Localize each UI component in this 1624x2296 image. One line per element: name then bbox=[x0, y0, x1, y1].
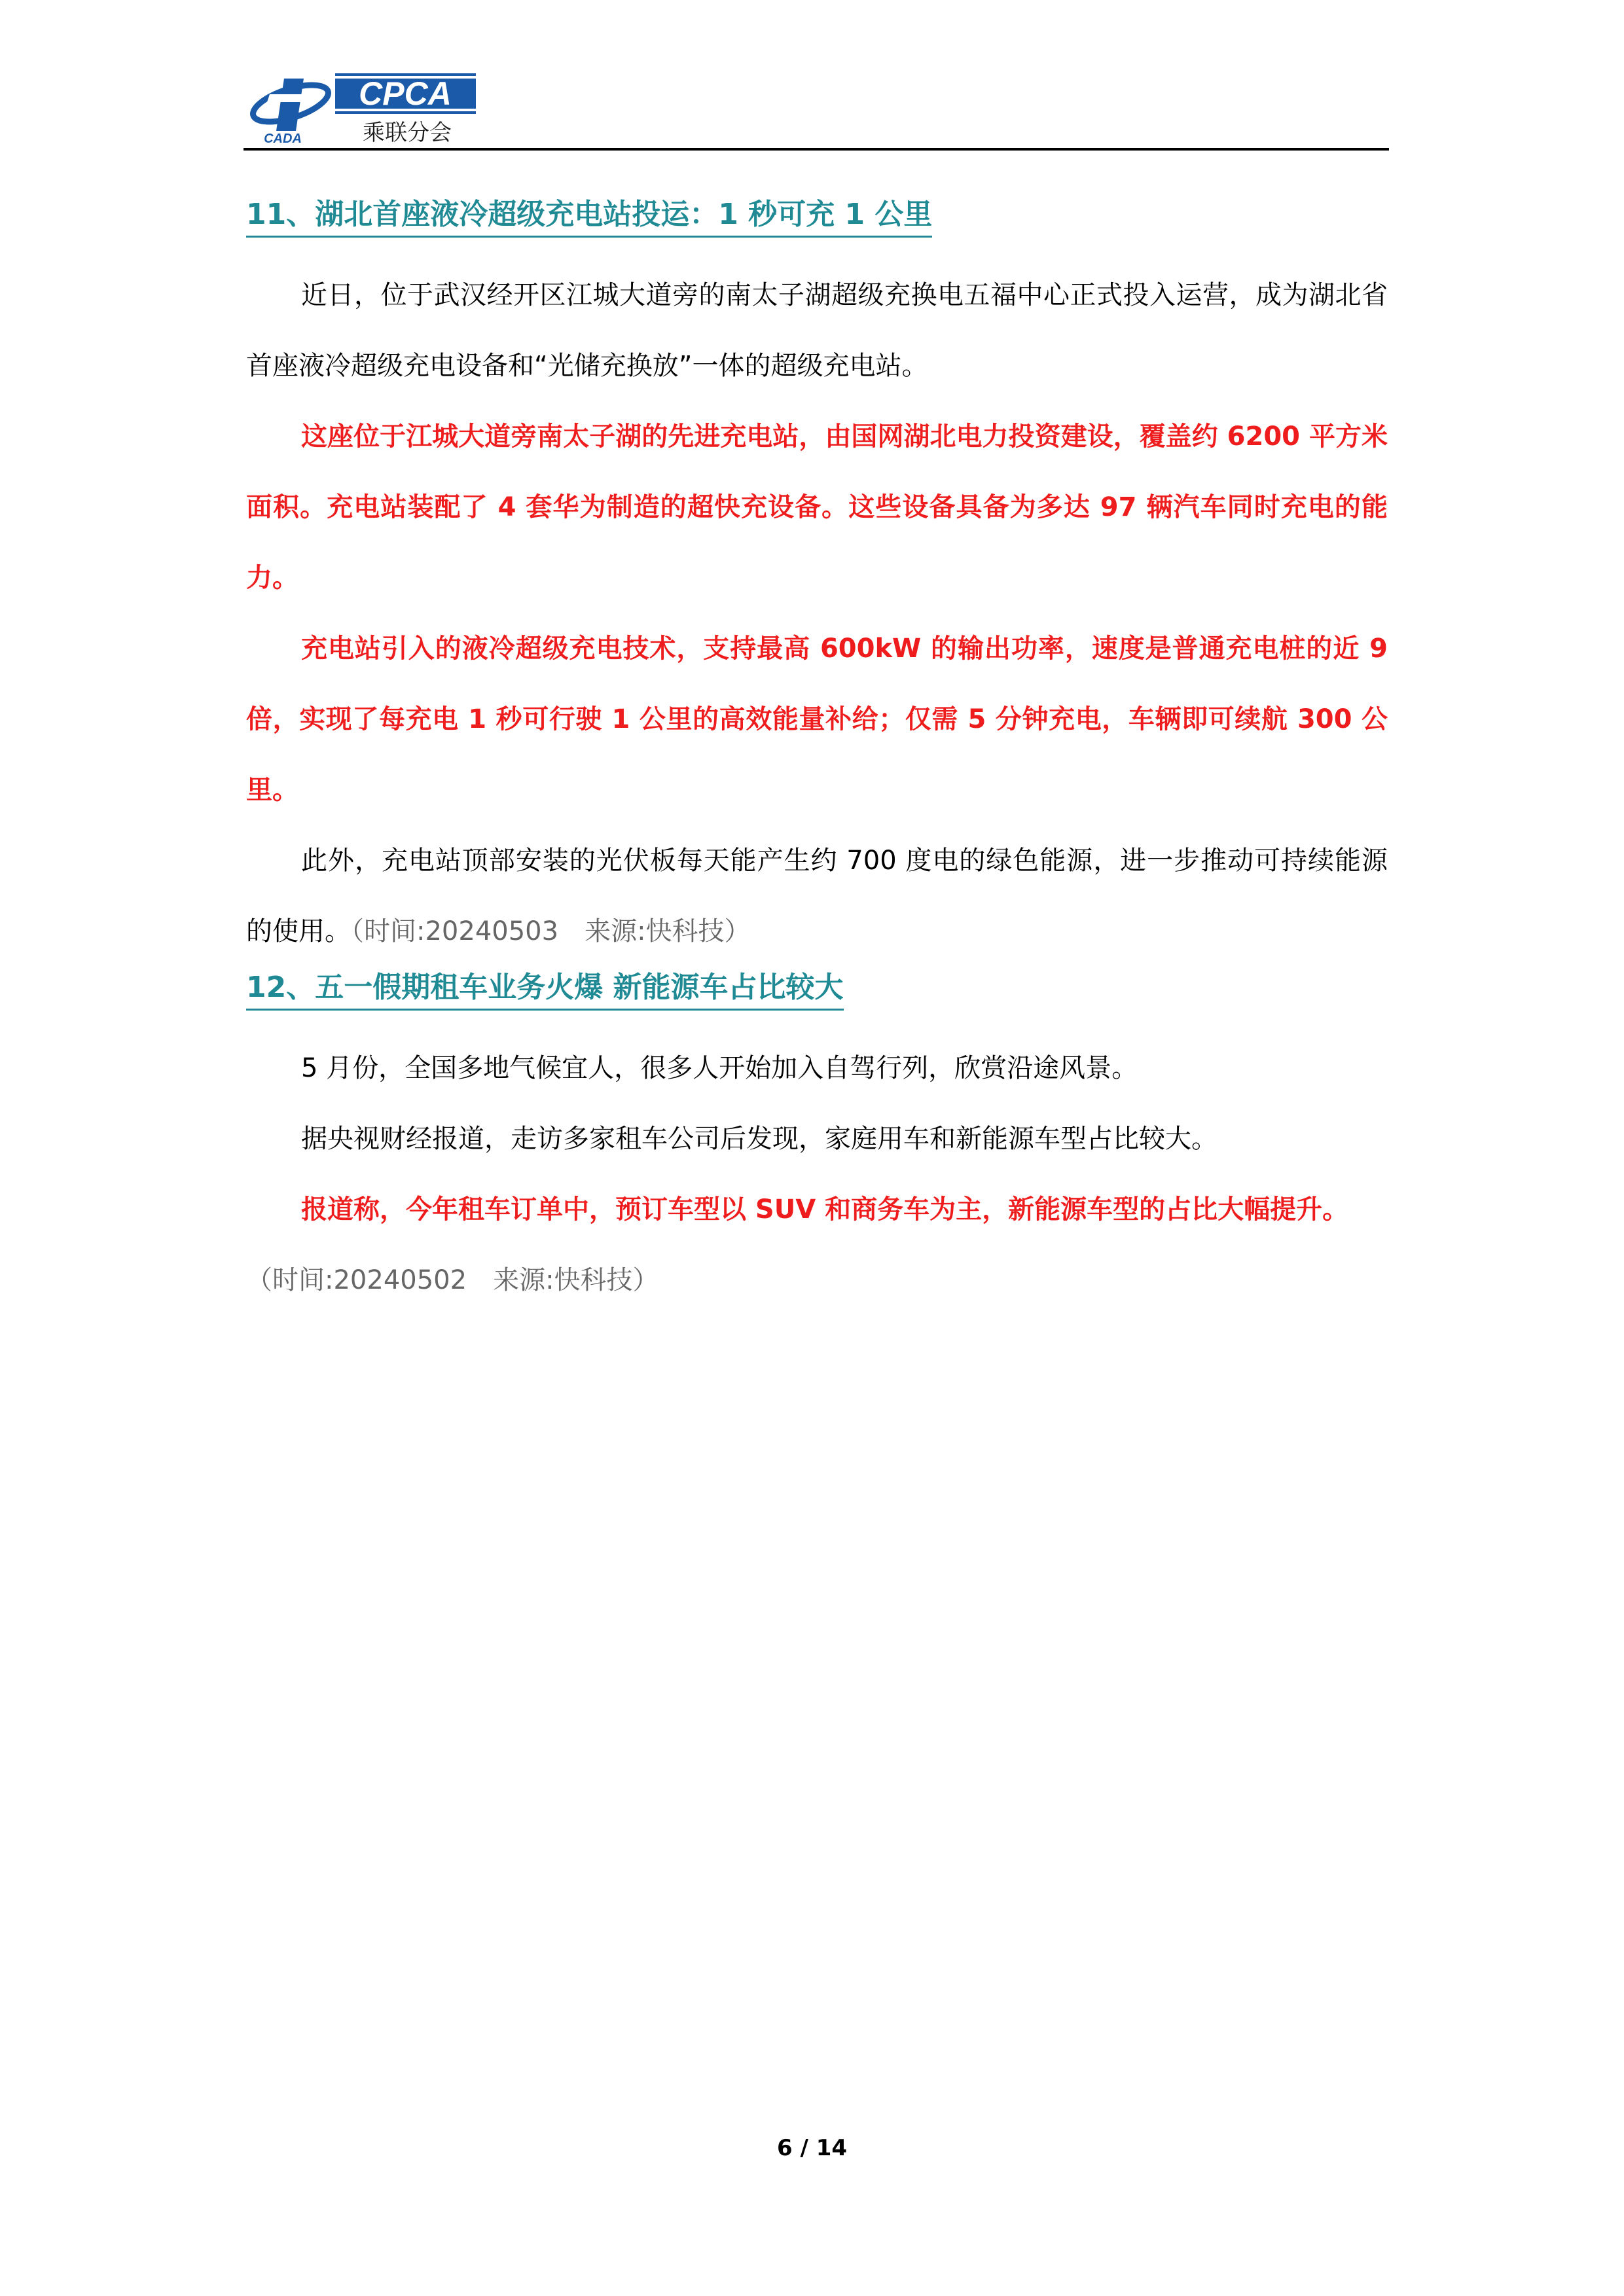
section-heading: 12、五一假期租车业务火爆 新能源车占比较大 bbox=[246, 967, 844, 1011]
header-rule bbox=[244, 148, 1389, 151]
page-header bbox=[244, 65, 1389, 152]
logo-sub: CADA bbox=[264, 132, 302, 146]
paragraph-text: 此外，充电站顶部安装的光伏板每天能产生约 700 度电的绿色能源，进一步推动可持续能源的使用。 bbox=[246, 846, 1388, 946]
paragraph: 5 月份，全国多地气候宜人，很多人开始加入自驾行列，欣赏沿途风景。 bbox=[301, 1053, 1138, 1083]
paragraph: 据央视财经报道，走访多家租车公司后发现，家庭用车和新能源车型占比较大。 bbox=[301, 1124, 1218, 1154]
paragraph-with-source bbox=[246, 825, 1388, 967]
logo-cn: 乘联分会 bbox=[363, 120, 452, 146]
section-heading: 11、湖北首座液冷超级充电站投运：1 秒可充 1 公里 bbox=[246, 194, 932, 238]
highlight-paragraph: 这座位于江城大道旁南太子湖的先进充电站，由国网湖北电力投资建设，覆盖约 6200 平方米面积。充电站装配了 4 套华为制造的超快充设备。这些设备具备为多达 97 辆汽车同时充电的能力。 bbox=[246, 422, 1388, 593]
cpca-logo bbox=[244, 65, 479, 147]
highlight-paragraph: 充电站引入的液冷超级充电技术，支持最高 600kW 的输出功率，速度是普通充电桩的近 9 倍，实现了每充电 1 秒可行驶 1 公里的高效能量补给；仅需 5 分钟充电，车辆即可续航 300 公里。 bbox=[246, 634, 1388, 805]
article-body bbox=[246, 194, 1388, 1316]
source-note: （时间:20240502 来源:快科技） bbox=[246, 1265, 659, 1295]
source-note: （时间:20240503 来源:快科技） bbox=[351, 916, 751, 946]
paragraph: 近日，位于武汉经开区江城大道旁的南太子湖超级充换电五福中心正式投入运营，成为湖北省首座液冷超级充电设备和“光储充换放”一体的超级充电站。 bbox=[246, 280, 1388, 381]
page-number: 6 / 14 bbox=[776, 2135, 848, 2161]
logo-text: CPCA bbox=[359, 75, 452, 112]
news-item-11 bbox=[246, 194, 1388, 967]
news-item-12 bbox=[246, 967, 1388, 1316]
highlight-paragraph: 报道称，今年租车订单中，预订车型以 SUV 和商务车为主，新能源车型的占比大幅提升。 bbox=[301, 1194, 1349, 1225]
